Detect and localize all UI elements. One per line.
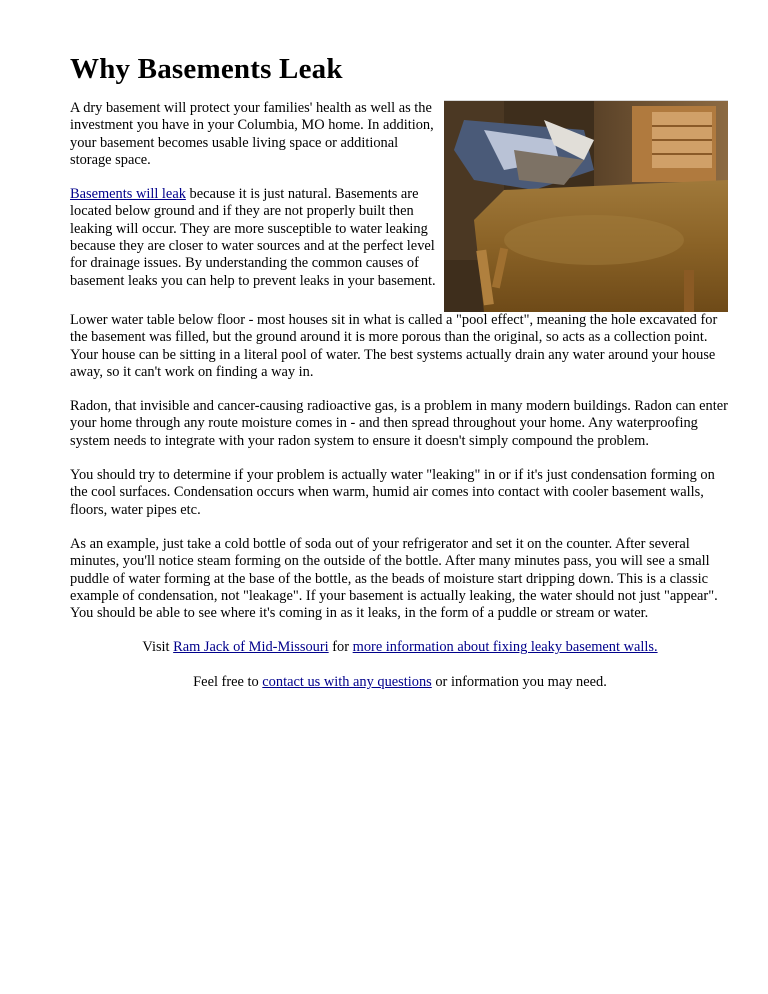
- page-title: Why Basements Leak: [70, 53, 343, 85]
- paragraph-2: [70, 186, 440, 290]
- flooded-basement-photo: [444, 100, 728, 312]
- paragraph-6: As an example, just take a cold bottle of soda out of your refrigerator and set it on the counter. After several minutes, you'll notice steam forming on the outside of the bottle. After many minutes pass, you will see a small puddle of water forming at the base of the bottle, as the beads of moisture start dripping down. This is a classic example of condensation, not "leakage". If your basement is actually leaking, the water should not just "appear". You should be able to see where it's coming in as it leaks, in the form of a puddle or stream or water.: [70, 535, 718, 622]
- basements-will-leak-link[interactable]: Basements will leak: [70, 186, 186, 203]
- more-info-link[interactable]: more information about fixing leaky basement walls.: [352, 639, 658, 656]
- visit-line: [70, 639, 730, 656]
- paragraph-2-text: because it is just natural. Basements are located below ground and if they are not properly built then leaking will occur. They are more susceptible to water leaking because they are closer to water sources and at the perfect level for drainage issues. By understanding the common causes of basement leaks you can help to prevent leaks in your basement.: [70, 186, 436, 289]
- contact-prefix: Feel free to: [193, 673, 263, 690]
- paragraph-3: Lower water table below floor - most houses sit in what is called a "pool effect", meaning the hole excavated for the basement was filled, but the ground around it is more porous than the original, so acts as a collection point. Your house can be sitting in a literal pool of water. The best systems actually drain any water around your house away, so it can't work on finding a way in.: [70, 312, 718, 380]
- ram-jack-link[interactable]: Ram Jack of Mid-Missouri: [173, 639, 329, 656]
- contact-us-link[interactable]: contact us with any questions: [262, 673, 432, 690]
- contact-line: [70, 674, 730, 691]
- paragraph-4: Radon, that invisible and cancer-causing radioactive gas, is a problem in many modern buildings. Radon can enter your home through any route moisture comes in - and then spread throughout your home. Any waterproofing system needs to integrate with your radon system to ensure it doesn't simply compound the problem.: [70, 398, 728, 449]
- visit-prefix: Visit: [142, 639, 174, 656]
- contact-suffix: or information you may need.: [431, 673, 607, 690]
- intro-section: [70, 100, 730, 312]
- visit-middle: for: [328, 639, 353, 656]
- intro-text: [70, 100, 444, 312]
- paragraph-1: A dry basement will protect your families' health as well as the investment you have in your Columbia, MO home. In addition, your basement becomes usable living space or additional storage space.: [70, 100, 434, 168]
- paragraph-5: You should try to determine if your problem is actually water "leaking" in or if it's just condensation forming on the cool surfaces. Condensation occurs when warm, humid air comes into contact with cooler basement walls, floors, water pipes etc.: [70, 467, 715, 518]
